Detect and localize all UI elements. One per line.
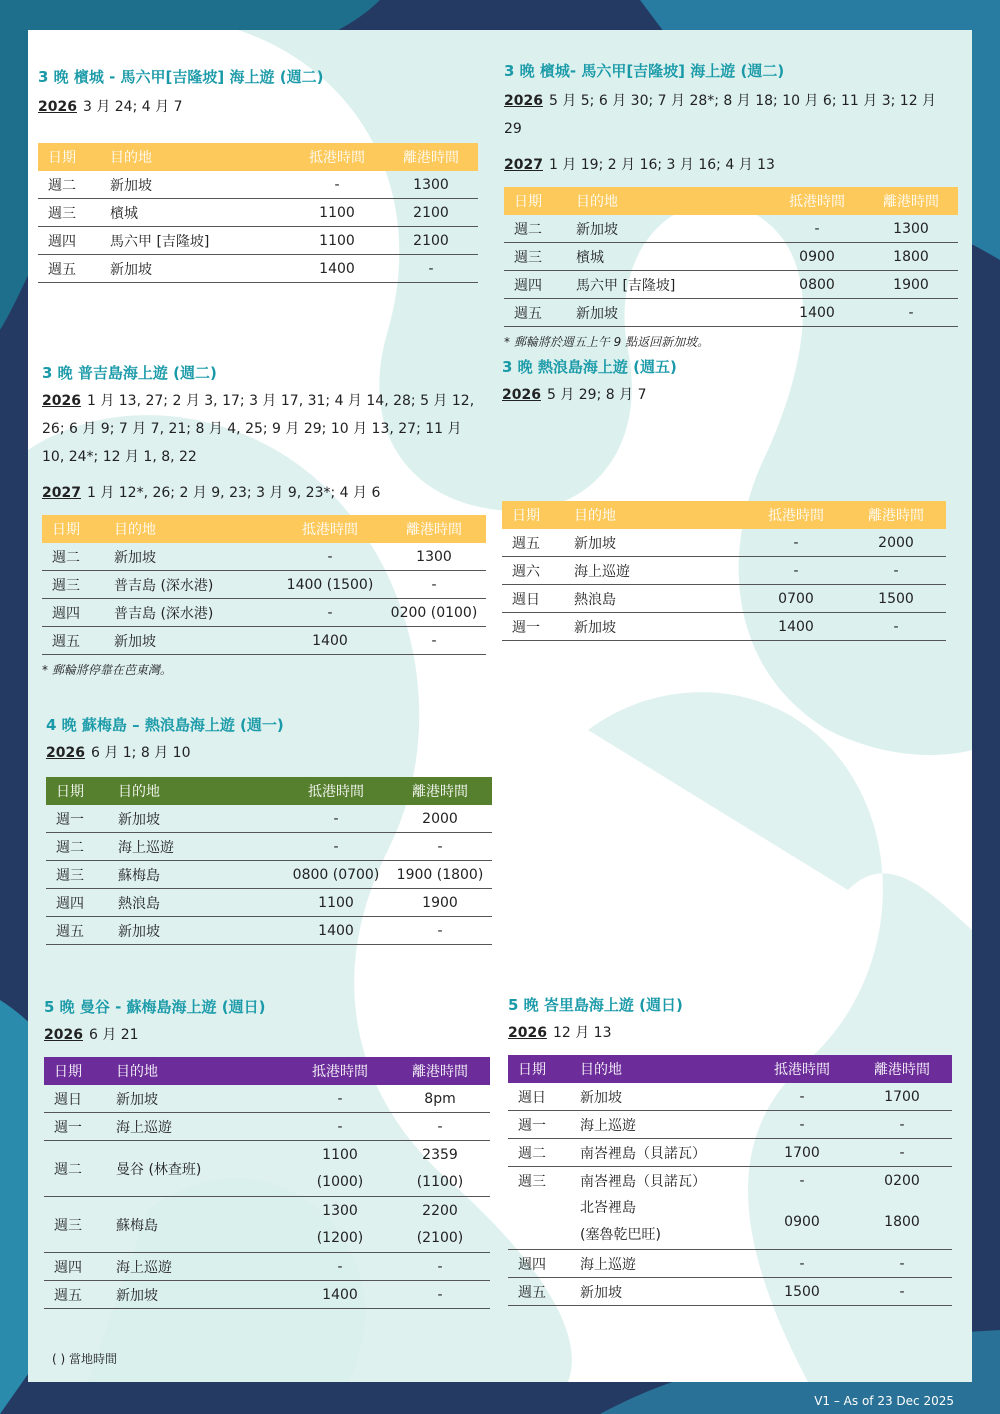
cell-day: 週二 <box>504 215 576 243</box>
cell-day: 週日 <box>508 1083 580 1111</box>
col-destination: 目的地 <box>110 143 290 171</box>
col-departure: 離港時間 <box>390 1057 490 1085</box>
cell-arrival: - <box>752 1250 852 1278</box>
itinerary-table <box>46 777 492 945</box>
table-header <box>42 515 486 543</box>
cell-arrival: 1100 (1000) <box>290 1141 390 1197</box>
cell-destination: 普吉島 (深水港) <box>114 571 278 599</box>
cell-destination: 熱浪島 <box>118 889 284 917</box>
date-list: 3 月 24; 4 月 7 <box>82 99 183 115</box>
col-arrival: 抵港時間 <box>746 501 846 529</box>
col-departure: 離港時間 <box>864 187 958 215</box>
date-list: 1 月 13, 27; 2 月 3, 17; 3 月 17, 31; 4 月 14, 28; 5 月 12, 26; 6 月 9; 7 月 7, 21; 8 月 4, 25; 9 月 29; 10 月 13, 27; 11 月 10, 24*; 12 月 1, 8, 22 <box>42 393 475 465</box>
cell-departure: - <box>388 833 492 861</box>
sailing-dates-2027 <box>504 151 958 179</box>
table-header <box>508 1055 952 1083</box>
cell-day: 週一 <box>508 1111 580 1139</box>
table-row <box>38 199 478 227</box>
table-row <box>502 557 946 585</box>
cell-departure: 2359 (1100) <box>390 1141 490 1197</box>
date-list: 6 月 1; 8 月 10 <box>90 745 191 761</box>
footnote-note: * 郵輪將停靠在芭東灣。 <box>42 663 172 677</box>
cell-day: 週五 <box>38 255 110 283</box>
year-label: 2026 <box>42 393 81 409</box>
cell-arrival: - <box>290 1113 390 1141</box>
cell-day: 週一 <box>502 613 574 641</box>
year-label: 2026 <box>504 93 543 109</box>
sailing-dates-2026 <box>504 87 958 143</box>
cell-departure: - <box>382 571 486 599</box>
cell-arrival: 1400 (1500) <box>278 571 382 599</box>
cell-destination: 海上巡遊 <box>580 1111 752 1139</box>
table-row <box>44 1141 490 1197</box>
table-row <box>502 613 946 641</box>
cell-destination: 新加坡 <box>110 171 290 199</box>
cruise-bali-sun <box>508 994 952 1306</box>
cell-departure: - <box>852 1250 952 1278</box>
cell-destination: 新加坡 <box>116 1281 290 1309</box>
itinerary-table <box>44 1057 490 1309</box>
table-row <box>46 805 492 833</box>
cell-arrival: 0900 <box>770 243 864 271</box>
cell-day: 週五 <box>508 1278 580 1306</box>
cell-departure: - <box>390 1113 490 1141</box>
cell-destination: 新加坡 <box>110 255 290 283</box>
cell-destination: 南峇裡島（貝諾瓦） <box>580 1139 752 1167</box>
cell-arrival: - <box>290 1085 390 1113</box>
cell-departure: 1900 <box>864 271 958 299</box>
year-label: 2026 <box>502 387 541 403</box>
cell-arrival: 1100 <box>284 889 388 917</box>
table-header <box>38 143 478 171</box>
version-label: V1 – As of 23 Dec 2025 <box>814 1394 954 1408</box>
cell-arrival: 1700 <box>752 1139 852 1167</box>
cell-arrival: 0900 <box>752 1194 852 1250</box>
itinerary-table <box>508 1055 952 1306</box>
table-row <box>504 243 958 271</box>
table-row <box>44 1113 490 1141</box>
sailing-dates-2026 <box>44 1021 490 1049</box>
itinerary-table <box>42 515 486 655</box>
cell-arrival: - <box>752 1083 852 1111</box>
cell-arrival: - <box>752 1111 852 1139</box>
cell-day: 週三 <box>38 199 110 227</box>
cell-destination: 南峇裡島（貝諾瓦） <box>580 1173 706 1190</box>
sailing-dates-2026 <box>46 739 492 767</box>
cell-departure: 1800 <box>852 1194 952 1250</box>
cell-day: 週二 <box>38 171 110 199</box>
table-row <box>46 833 492 861</box>
sailing-dates-2027 <box>42 479 486 507</box>
table-row <box>504 299 958 327</box>
table-row <box>508 1250 952 1278</box>
cell-arrival: - <box>290 171 384 199</box>
table-header <box>44 1057 490 1085</box>
itinerary-table <box>504 187 958 327</box>
table-header <box>502 501 946 529</box>
year-label: 2027 <box>504 157 543 173</box>
col-departure: 離港時間 <box>846 501 946 529</box>
cell-arrival: 1400 <box>290 255 384 283</box>
cell-day <box>508 1194 580 1250</box>
date-list: 1 月 19; 2 月 16; 3 月 16; 4 月 13 <box>548 157 775 173</box>
section-title: 3 晚 檳城- 馬六甲[吉隆坡] 海上遊 (週二) <box>504 62 785 80</box>
cell-departure: - <box>382 627 486 655</box>
cell-departure: 0200 (0100) <box>382 599 486 627</box>
cell-departure: 1300 <box>384 171 478 199</box>
cell-departure: - <box>852 1139 952 1167</box>
cell-destination: 熱浪島 <box>574 585 746 613</box>
cell-arrival: 1400 <box>290 1281 390 1309</box>
cell-day: 週五 <box>46 917 118 945</box>
table-row <box>508 1139 952 1167</box>
table-row <box>502 529 946 557</box>
table-row <box>46 889 492 917</box>
cell-arrival: 0800 (0700) <box>284 861 388 889</box>
col-destination: 目的地 <box>118 777 284 805</box>
cell-departure: 1300 <box>864 215 958 243</box>
cell-arrival: - <box>770 215 864 243</box>
cruise-redang-fri <box>502 356 946 641</box>
cell-departure: - <box>390 1281 490 1309</box>
sailing-dates-2026 <box>42 387 486 471</box>
cell-arrival: - <box>278 543 382 571</box>
cell-destination: 北峇裡島 (塞魯乾巴旺) <box>580 1194 752 1250</box>
cell-departure: 1900 <box>388 889 492 917</box>
cell-departure: - <box>384 255 478 283</box>
table-row <box>38 171 478 199</box>
cell-departure: 1900 (1800) <box>388 861 492 889</box>
cell-destination: 蘇梅島 <box>116 1197 290 1253</box>
col-departure: 離港時間 <box>384 143 478 171</box>
cell-arrival: - <box>284 805 388 833</box>
cell-arrival: 1300 (1200) <box>290 1197 390 1253</box>
col-departure: 離港時間 <box>388 777 492 805</box>
itinerary-table <box>502 501 946 641</box>
cell-destination: 馬六甲 [吉隆坡] <box>110 227 290 255</box>
table-row <box>44 1197 490 1253</box>
cell-destination: 海上巡遊 <box>116 1253 290 1281</box>
cell-departure: 2000 <box>846 529 946 557</box>
cell-day: 週日 <box>44 1085 116 1113</box>
col-arrival: 抵港時間 <box>284 777 388 805</box>
col-departure: 離港時間 <box>382 515 486 543</box>
cell-day: 週五 <box>44 1281 116 1309</box>
cell-departure: 2100 <box>384 199 478 227</box>
cell-destination: 新加坡 <box>576 215 770 243</box>
cell-destination: 檳城 <box>110 199 290 227</box>
cell-day: 週三 <box>44 1197 116 1253</box>
cell-departure: - <box>388 917 492 945</box>
date-list: 5 月 29; 8 月 7 <box>546 387 647 403</box>
cruise-bangkok-sun <box>44 996 490 1309</box>
date-list: 12 月 13 <box>552 1025 612 1041</box>
cell-day: 週四 <box>508 1250 580 1278</box>
cell-departure: - <box>390 1253 490 1281</box>
table-row <box>502 585 946 613</box>
cell-arrival: 1400 <box>284 917 388 945</box>
cell-departure: 2200 (2100) <box>390 1197 490 1253</box>
cell-day: 週四 <box>46 889 118 917</box>
cell-destination: 普吉島 (深水港) <box>114 599 278 627</box>
col-arrival: 抵港時間 <box>290 1057 390 1085</box>
cell-departure: 2000 <box>388 805 492 833</box>
cell-day: 週五 <box>502 529 574 557</box>
cell-arrival: - <box>290 1253 390 1281</box>
cell-destination: 新加坡 <box>114 543 278 571</box>
cell-day: 週四 <box>504 271 576 299</box>
section-title: 4 晚 蘇梅島 – 熱浪島海上遊 (週一) <box>46 716 284 734</box>
table-row <box>504 271 958 299</box>
table-header <box>504 187 958 215</box>
cell-arrival: 1400 <box>278 627 382 655</box>
table-row <box>508 1167 952 1195</box>
cell-destination: 馬六甲 [吉隆坡] <box>576 271 770 299</box>
cell-arrival: 1500 <box>752 1278 852 1306</box>
section-title: 3 晚 普吉島海上遊 (週二) <box>42 364 217 382</box>
cell-day: 週四 <box>38 227 110 255</box>
col-day: 日期 <box>504 187 576 215</box>
cell-day: 週五 <box>42 627 114 655</box>
cell-departure: 1300 <box>382 543 486 571</box>
section-title: 3 晚 熱浪島海上遊 (週五) <box>502 358 677 376</box>
table-row <box>42 627 486 655</box>
itinerary-table <box>38 143 478 283</box>
sailing-dates-2026 <box>508 1019 952 1047</box>
table-row <box>46 861 492 889</box>
sailing-dates-2026 <box>38 93 478 121</box>
cell-day: 週四 <box>44 1253 116 1281</box>
cell-departure: 1500 <box>846 585 946 613</box>
cell-departure: 0200 <box>884 1172 920 1189</box>
section-title: 5 晚 峇里島海上遊 (週日) <box>508 996 683 1014</box>
cell-day: 週六 <box>502 557 574 585</box>
year-label: 2026 <box>44 1027 83 1043</box>
cell-arrival: - <box>278 599 382 627</box>
cell-arrival: 1100 <box>290 227 384 255</box>
table-row <box>44 1085 490 1113</box>
cell-departure: 2100 <box>384 227 478 255</box>
table-row <box>42 599 486 627</box>
col-arrival: 抵港時間 <box>290 143 384 171</box>
cell-departure: - <box>846 557 946 585</box>
cell-destination: 新加坡 <box>576 299 770 327</box>
cruise-penang-tue-a <box>38 66 478 283</box>
table-header <box>46 777 492 805</box>
year-label: 2026 <box>46 745 85 761</box>
table-row <box>508 1083 952 1111</box>
cell-arrival: - <box>284 833 388 861</box>
footnote-note: * 郵輪將於週五上午 9 點返回新加坡。 <box>504 335 710 349</box>
table-row <box>44 1281 490 1309</box>
col-destination: 目的地 <box>580 1055 752 1083</box>
sailing-dates-2026 <box>502 381 946 409</box>
col-day: 日期 <box>508 1055 580 1083</box>
col-destination: 目的地 <box>114 515 278 543</box>
cell-day: 週三 <box>518 1173 546 1190</box>
table-row <box>508 1194 952 1250</box>
table-row <box>508 1278 952 1306</box>
table-row <box>42 571 486 599</box>
cell-arrival: 1100 <box>290 199 384 227</box>
year-label: 2026 <box>38 99 77 115</box>
cell-day: 週五 <box>504 299 576 327</box>
col-day: 日期 <box>44 1057 116 1085</box>
cell-arrival: - <box>746 529 846 557</box>
cell-destination: 海上巡遊 <box>118 833 284 861</box>
cruise-penang-tue-b <box>504 60 958 350</box>
cell-destination: 新加坡 <box>580 1083 752 1111</box>
cell-destination: 新加坡 <box>574 613 746 641</box>
col-day: 日期 <box>38 143 110 171</box>
section-title: 5 晚 曼谷 - 蘇梅島海上遊 (週日) <box>44 998 266 1016</box>
cell-day: 週二 <box>508 1139 580 1167</box>
col-arrival: 抵港時間 <box>770 187 864 215</box>
col-destination: 目的地 <box>576 187 770 215</box>
table-row <box>38 255 478 283</box>
date-list: 6 月 21 <box>88 1027 139 1043</box>
table-row <box>42 543 486 571</box>
cell-arrival: - <box>799 1172 805 1189</box>
cell-day: 週二 <box>46 833 118 861</box>
section-title: 3 晚 檳城 - 馬六甲[吉隆坡] 海上遊 (週二) <box>38 68 324 86</box>
cell-departure: 1700 <box>852 1083 952 1111</box>
local-time-note: ( ) 當地時間 <box>52 1352 117 1366</box>
cell-destination: 新加坡 <box>116 1085 290 1113</box>
col-destination: 目的地 <box>574 501 746 529</box>
cell-arrival: 1400 <box>770 299 864 327</box>
cell-destination: 新加坡 <box>580 1278 752 1306</box>
cell-destination: 新加坡 <box>114 627 278 655</box>
cell-destination: 曼谷 (林查班) <box>116 1141 290 1197</box>
cell-departure: 8pm <box>390 1085 490 1113</box>
cell-destination: 海上巡遊 <box>574 557 746 585</box>
cell-departure: - <box>852 1111 952 1139</box>
cell-day: 週三 <box>504 243 576 271</box>
cell-day: 週四 <box>42 599 114 627</box>
col-day: 日期 <box>46 777 118 805</box>
itinerary-sheet <box>28 30 972 1382</box>
cell-destination: 新加坡 <box>118 917 284 945</box>
cruise-phuket-tue <box>42 362 486 678</box>
cell-destination: 檳城 <box>576 243 770 271</box>
cell-day: 週三 <box>46 861 118 889</box>
cell-destination: 蘇梅島 <box>118 861 284 889</box>
cell-day: 週二 <box>44 1141 116 1197</box>
cell-day: 週二 <box>42 543 114 571</box>
col-day: 日期 <box>42 515 114 543</box>
cell-destination: 海上巡遊 <box>580 1250 752 1278</box>
table-row <box>504 215 958 243</box>
cell-day: 週三 <box>42 571 114 599</box>
year-label: 2026 <box>508 1025 547 1041</box>
cruise-samui-mon <box>46 714 492 945</box>
cell-day: 週日 <box>502 585 574 613</box>
cell-departure: - <box>864 299 958 327</box>
col-departure: 離港時間 <box>852 1055 952 1083</box>
date-list: 1 月 12*, 26; 2 月 9, 23; 3 月 9, 23*; 4 月 6 <box>86 485 381 501</box>
year-label: 2027 <box>42 485 81 501</box>
col-arrival: 抵港時間 <box>752 1055 852 1083</box>
col-day: 日期 <box>502 501 574 529</box>
col-destination: 目的地 <box>116 1057 290 1085</box>
date-list: 5 月 5; 6 月 30; 7 月 28*; 8 月 18; 10 月 6; 11 月 3; 12 月 29 <box>504 93 937 137</box>
cell-departure: - <box>846 613 946 641</box>
table-row <box>46 917 492 945</box>
cell-day: 週一 <box>44 1113 116 1141</box>
cell-arrival: 1400 <box>746 613 846 641</box>
cell-departure: - <box>852 1278 952 1306</box>
cell-arrival: 0700 <box>746 585 846 613</box>
table-row <box>508 1111 952 1139</box>
cell-destination: 新加坡 <box>574 529 746 557</box>
cell-day: 週一 <box>46 805 118 833</box>
cell-destination: 新加坡 <box>118 805 284 833</box>
cell-destination: 海上巡遊 <box>116 1113 290 1141</box>
cell-arrival: 0800 <box>770 271 864 299</box>
table-row <box>38 227 478 255</box>
cell-departure: 1800 <box>864 243 958 271</box>
col-arrival: 抵港時間 <box>278 515 382 543</box>
cell-arrival: - <box>746 557 846 585</box>
table-row <box>44 1253 490 1281</box>
